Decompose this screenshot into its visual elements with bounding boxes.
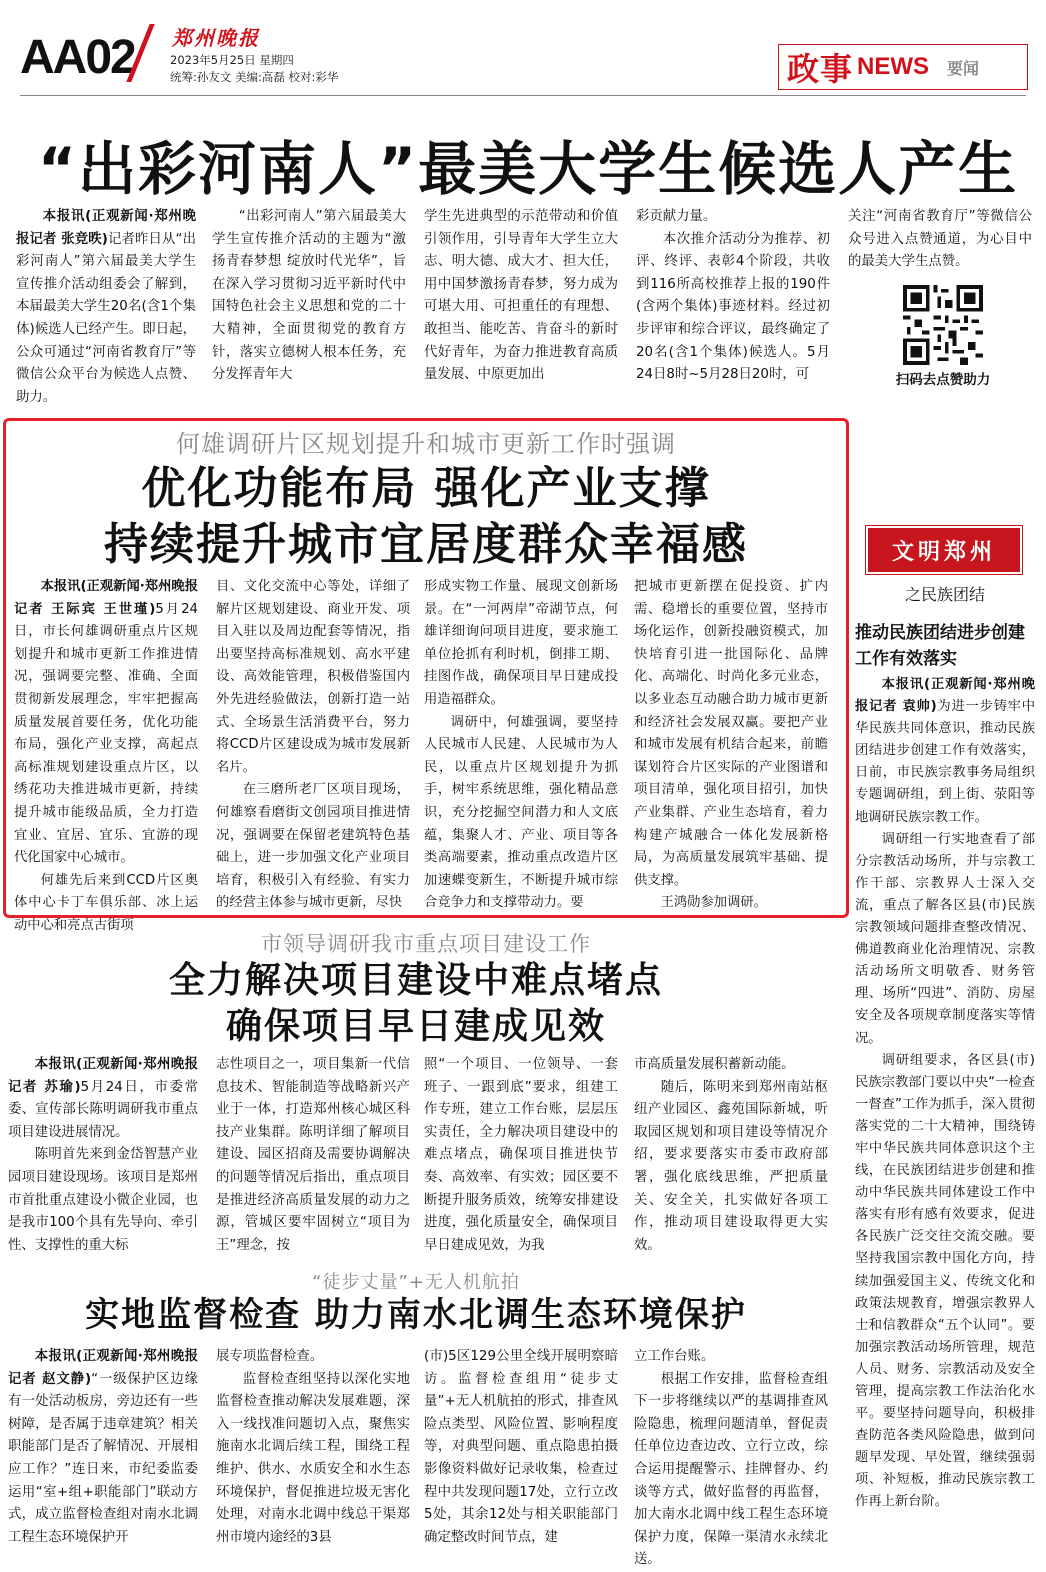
article4-kicker: “徒步丈量”+无人机航拍 — [312, 1272, 520, 1293]
article3-column-1: 本报讯(正观新闻·郑州晚报记者 苏瑜)5月24日，市委常委、宣传部长陈明调研我市重点项目建设进展情况。 陈明首先来到金岱智慧产业园项目建设现场。该项目是郑州市首批重点建设小微企业园，也是我市100个具有先导向、牵引性、支撑性的重大标 — [8, 1057, 198, 1253]
side-article-byline: 本报讯(正观新闻·郑州晚报记者 袁帅) — [855, 677, 1035, 715]
section-label — [778, 44, 1028, 90]
qr-caption: 扫码去点赞助力 — [895, 372, 991, 388]
article1-byline: 本报讯(正观新闻·郑州晚报记者 张竞昳) — [16, 209, 196, 247]
article3-column-3: 照“一个项目、一位领导、一套班子、一跟到底”要求，组建工作专班，建立工作台账，层层压实责任，全力解决项目建设中的难点堵点，确保项目推进快节奏、高效率、有实效；园区要不断提升服务质效，统筹安排建设进度，强化质量安全，确保项目早日建成见效，为我 — [424, 1057, 618, 1253]
article1-column-1: 本报讯(正观新闻·郑州晚报记者 张竞昳)记者昨日从“出彩河南人”第六届最美大学生宣传推介活动组委会了解到，本届最美大学生20名(含1个集体)候选人已经产生。即日起，公众可通过“河南省教育厅”等微信公众平台为候选人点赞、助力。 — [16, 209, 196, 405]
section-name-en: NEWS — [857, 53, 930, 80]
article1-column-5: 关注“河南省教育厅”等微信公众号进入点赞通道，为心目中的最美大学生点赞。 — [848, 209, 1032, 270]
article2-byline: 本报讯(正观新闻·郑州晚报记者 王际宾 王世瑾) — [14, 579, 198, 617]
article4-column-2: 展专项监督检查。 监督检查组坚持以深化实地监督检查推动解决发展难题，深入一线找准问题切入点，聚焦实施南水北调后续工程，围绕工程维护、供水、水质安全和水生态环境保护，督促推进垃圾无害化处理，对南水北调中线总干渠郑州市境内途经的3县 — [216, 1349, 410, 1545]
section-subname: 要闻 — [947, 58, 980, 78]
article4-headline: 实地监督检查 助力南水北调生态环境保护 — [85, 1295, 747, 1335]
article4-byline: 本报讯(正观新闻·郑州晚报记者 赵文静) — [8, 1349, 198, 1387]
article2-column-2: 目、文化交流中心等处，详细了解片区规划建设、商业开发、项目入驻以及周边配套等情况，指出要坚持高标准规划、高水平建设、高效能管理，积极借鉴国内外先进经验做法，创新打造一站式、全场景生活消费平台，努力将CCD片区建设成为城市发展新名片。 在三磨所老厂区项目现场，何雄察看磨街文创园项目推进情况，强调要在保留老建筑特色基础上，进一步加强文化产业项目培育，积极引入有经验、有实力的经营主体参与城市更新，尽快 — [216, 579, 410, 911]
article2-column-1: 本报讯(正观新闻·郑州晚报记者 王际宾 王世瑾)5月24日，市长何雄调研重点片区规划提升和城市更新工作推进情况，强调要完整、准确、全面贯彻新发展理念，牢牢把握高质量发展首要任务，优化功能布局，强化产业支撑，高起点高标准规划建设重点片区，以绣花功夫推进城市更新，持续提升城市能级品质，全力打造宜业、宜居、宜乐、宜游的现代化国家中心城市。 何雄先后来到CCD片区奥体中心卡丁车俱乐部、冰上运动中心和亮点古街项 — [14, 579, 198, 933]
side-article-headline: 推动民族团结进步创建工作有效落实 — [855, 623, 1025, 669]
article3-column-4: 市高质量发展积蓄新动能。 随后，陈明来到郑州南站枢纽产业园区、鑫苑国际新城，听取园区规划和项目建设等情况介绍，要求要落实市委市政府部署，强化底线思维，严把质量关、安全关，扎实做好各项工作，推动项目建设取得更大实效。 — [634, 1057, 828, 1253]
header-divider — [20, 95, 1026, 96]
article4-column-1: 本报讯(正观新闻·郑州晚报记者 赵文静)“一级保护区边缘有一处活动板房，旁边还有一些树障，是否属于违章建筑？相关职能部门是否了解情况、开展相应工作？”连日来，市纪委监委运用“室+组+职能部门”联动方式，成立监督检查组对南水北调工程生态环境保护开 — [8, 1349, 198, 1545]
article3-column-2: 志性项目之一，项目集新一代信息技术、智能制造等战略新兴产业于一体，打造郑州核心城区科技产业集群。陈明详细了解项目建设、园区招商及需要协调解决的问题等情况后指出，重点项目是推进经济高质量发展的动力之源，管城区要牢固树立“项目为王”理念，按 — [216, 1057, 410, 1253]
section-name: 政事 — [787, 50, 854, 88]
newspaper-logo: 郑州晚报 — [172, 26, 260, 50]
article2-column-3: 形成实物工作量、展现文创新场景。在“一河两岸”帝湖节点，何雄详细询问项目进度，要求施工单位抢抓有利时机，倒排工期、挂图作战，确保项目早日建成投用造福群众。 调研中，何雄强调，要坚持人民城市人民建、人民城市为人民，以重点片区规划提升为抓手，树牢系统思维，强化精品意识，充分挖掘空间潜力和人文底蕴，集聚人才、产业、项目等各类高端要素，推动重点改造片区加速蝶变新生，不断提升城市综合竞争力和支撑带动力。要 — [424, 579, 618, 911]
side-article-body: 本报讯(正观新闻·郑州晚报记者 袁帅)为进一步铸牢中华民族共同体意识，推动民族团结进步创建工作有效落实，日前，市民族宗教事务局组织专题调研组，到上街、荥阳等地调研民族宗教工作。 调研组一行实地查看了部分宗教活动场所，并与宗教工作干部、宗教界人士深入交流，重点了解各区县(市)民族宗教领域问题排查整改情况、佛道教商业化治理情况、宗教活动场所文明敬香、财务管理、场所“四进”、消防、房屋安全及各项规章制度落实等情况。 调研组要求，各区县(市)民族宗教部门要以中央“一检查一督查”工作为抓手，深入贯彻落实党的二十大精神，围绕铸牢中华民族共同体意识这个主线，在民族团结进步创建和推动中华民族共同体建设工作中落实有形有感有效要求，促进各民族广泛交往交流交融。要坚持我国宗教中国化方向，持续加强爱国主义、传统文化和政策法规教育，增强宗教界人士和信教群众“五个认同”。要加强宗教活动场所管理，规范人员、财务、宗教活动及安全管理，提高宗教工作法治化水平。要坚持问题导向，积极排查防范各类风险隐患，做到问题早发现、早处置，继续强弱项、补短板，推动民族宗教工作再上新台阶。 — [855, 677, 1035, 1510]
article3-headline-line2: 确保项目早日建成见效 — [225, 1006, 606, 1047]
article2-column-4: 把城市更新摆在促投资、扩内需、稳增长的重要位置，坚持市场化运作，创新投融资模式，加快培育引进一批国际化、品牌化、高端化、时尚化多元业态，以多业态互动融合助力城市更新和经济社会发展双赢。要把产业和城市发展有机结合起来，前瞻谋划符合片区实际的产业图谱和项目清单，强化项目招引，加快产业集群、产业生态培育，着力构建产城融合一体化发展新格局，为高质量发展筑牢基础、提供支撑。 王鸿勋参加调研。 — [634, 579, 828, 911]
article2-headline-line2: 持续提升城市宜居度群众幸福感 — [104, 519, 748, 570]
side-series-subtitle: 之民族团结 — [905, 585, 986, 604]
article3-headline-line1: 全力解决项目建设中难点堵点 — [168, 960, 663, 1001]
qr-code-icon[interactable] — [903, 285, 983, 365]
page-number: AA02 — [20, 31, 135, 84]
issue-date: 2023年5月25日 星期四 — [170, 53, 294, 67]
article3-byline: 本报讯(正观新闻·郑州晚报记者 苏瑜) — [8, 1057, 198, 1095]
article1-column-2: “出彩河南人”第六届最美大学生宣传推介活动的主题为“激扬青春梦想 绽放时代光华”，旨在深入学习贯彻习近平新时代中国特色社会主义思想和党的二十大精神，全面贯彻党的教育方针，落实立德树人根本任务，充分发挥青年大 — [212, 209, 406, 383]
editorial-staff: 统筹:孙友文 美编:高磊 校对:彩华 — [170, 70, 339, 84]
article1-column-4: 彩贡献力量。 本次推介活动分为推荐、初评、终评、表彰4个阶段，共收到116所高校推荐上报的190件(含两个集体)事迹材料。经过初步评审和综合评议，最终确定了20名(含1个集体)候选人。5月24日8时~5月28日20时，可 — [636, 209, 830, 383]
article4-column-4: 立工作台账。 根据工作安排，监督检查组下一步将继续以严的基调排查风险隐患，梳理问题清单，督促责任单位边查边改、立行立改，综合运用提醒警示、挂牌督办、约谈等方式，做好监督的再监督，加大南水北调中线工程生态环境保护力度，保障一渠清水永续北送。 — [634, 1349, 828, 1568]
article4-column-3: (市)5区129公里全线开展明察暗访。监督检查组用“徒步丈量”+无人机航拍的形式，排查风险点类型、风险位置、影响程度等，对典型问题、重点隐患拍摄影像资料做好记录收集，检查过程中共发现问题17处，立行立改5处，其余12处与相关职能部门确定整改时间节点，建 — [424, 1349, 618, 1545]
article3-kicker: 市领导调研我市重点项目建设工作 — [261, 932, 591, 956]
article2-headline-line1: 优化功能布局 强化产业支撑 — [141, 463, 711, 514]
civilized-zhengzhou-badge: 文明郑州 — [868, 528, 1020, 572]
article2-kicker: 何雄调研片区规划提升和城市更新工作时强调 — [176, 430, 676, 458]
article1-headline: “出彩河南人”最美大学生候选人产生 — [37, 135, 1019, 203]
article1-column-3: 学生先进典型的示范带动和价值引领作用，引导青年大学生立大志、明大德、成大才、担大任，用中国梦激扬青春梦，努力成为可堪大用、可担重任的有理想、敢担当、能吃苦、肯奋斗的新时代好青年，为奋力推进教育高质量发展、中原更加出 — [424, 209, 618, 383]
